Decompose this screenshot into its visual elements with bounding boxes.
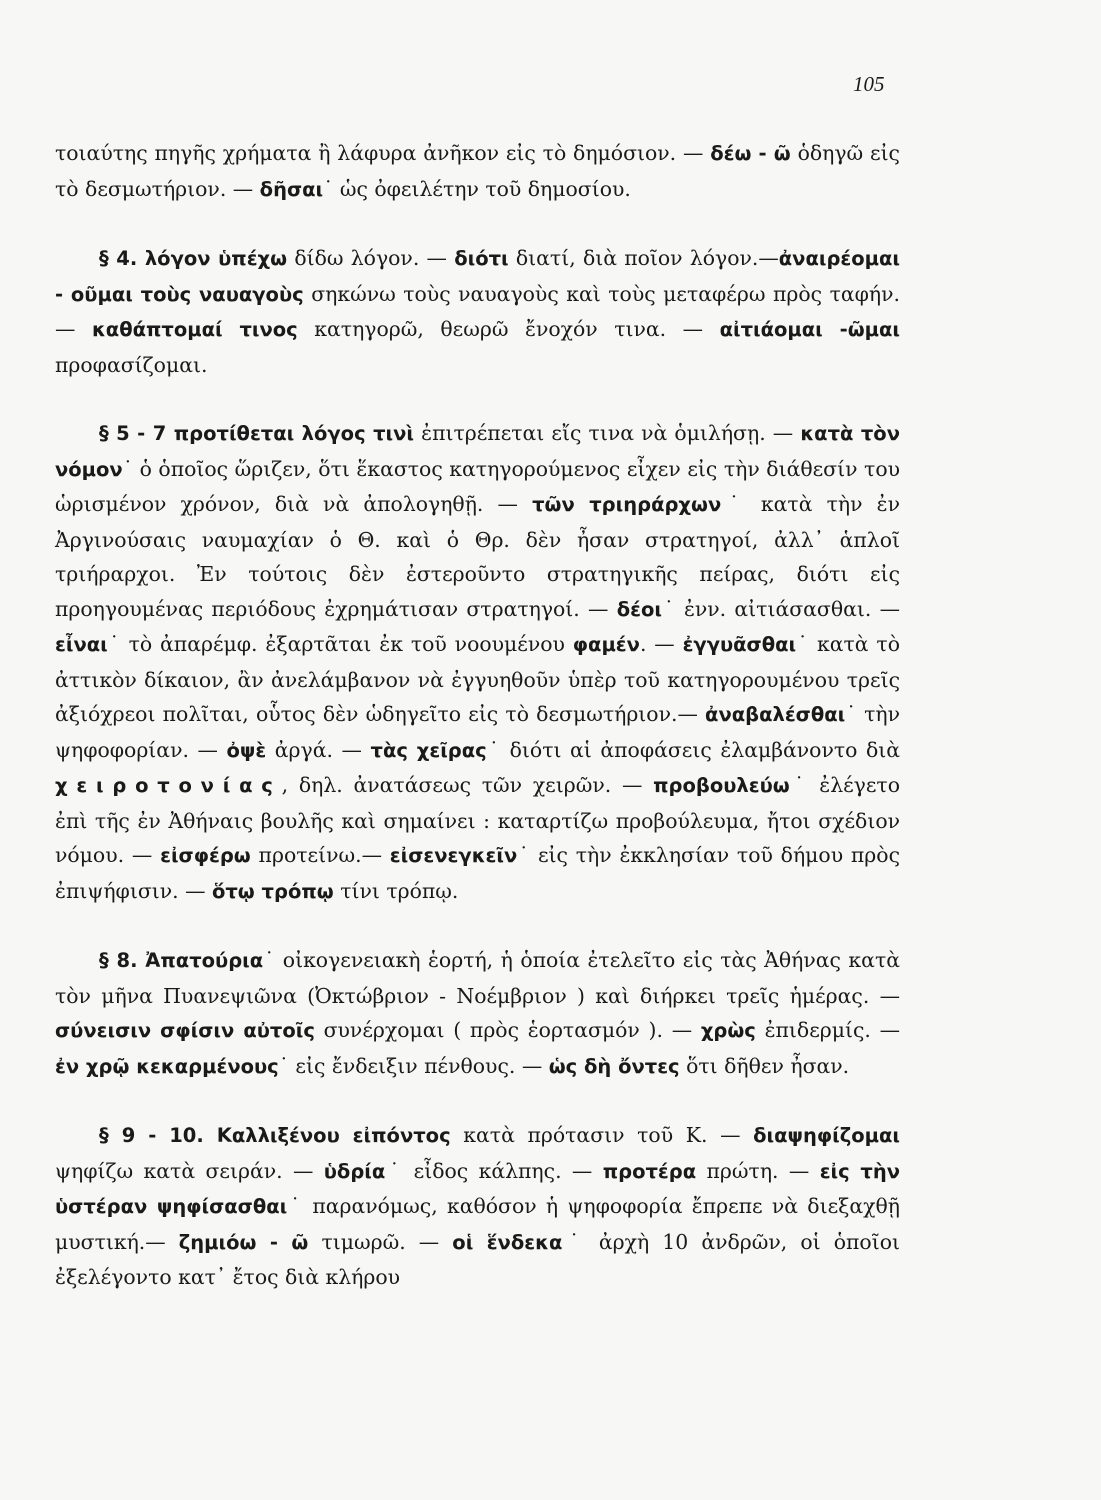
lemma-term: § 8. [99, 949, 146, 972]
paragraph [55, 943, 900, 1084]
gloss-text: ˙ τὴν ψηφοφορίαν. — [55, 702, 900, 762]
lemma-term: ἀναβαλέσθαι [705, 703, 846, 726]
gloss-text: ἐπιδερμίς. — [755, 1018, 901, 1042]
lemma-term: διότι [454, 247, 509, 270]
gloss-text: συνέρχομαι ( πρὸς ἑορτασμόν ). — [314, 1018, 701, 1042]
gloss-text: ˙ διότι αἱ ἀποφάσεις ἐλαμβάνοντο διὰ [486, 737, 901, 762]
gloss-text: κατὰ πρότασιν τοῦ Κ. — [450, 1123, 754, 1147]
lemma-term: ὡς δὴ ὄντες [548, 1054, 680, 1078]
lemma-term: φαμέν [572, 633, 640, 656]
gloss-text: ˙ παρανόμως, καθόσον ἡ ψηφοφορία ἔπρεπε νὰ διεξαχθῇ μυστική.— [55, 1194, 900, 1254]
lemma-term: § 9 - 10. [99, 1124, 217, 1147]
gloss-text: ˙ ἀρχὴ 10 ἀνδρῶν, οἱ ὁποῖοι ἐξελέγοντο κατ᾿ ἔτος διὰ κλήρου [55, 1229, 900, 1289]
lemma-term: ἐν χρῷ κεκαρμένους [55, 1054, 279, 1078]
gloss-text: ψηφίζω κατὰ σειράν. — [55, 1158, 324, 1183]
gloss-text: ˙ εἰς τὴν ἐκκλησίαν τοῦ δήμου πρὸς ἐπιψήφισιν. — [55, 843, 900, 903]
lemma-term: εἰς τὴν ὑστέραν ψηφίσασθαι [55, 1159, 900, 1218]
gloss-text: ˙ ὁ ὁποῖος ὥριζεν, ὅτι ἕκαστος κατηγορούμενος εἶχεν εἰς τὴν διάθεσίν του ὡρισμένον χρόνον, διὰ νὰ ἀπολογηθῇ. — [55, 456, 900, 516]
paragraph [55, 416, 900, 909]
lemma-term: σύνεισιν σφίσιν αὐτοῖς [55, 1019, 315, 1042]
lemma-term: λόγον ὑπέχω [144, 247, 288, 270]
lemma-term: χειροτονίας [55, 774, 282, 797]
lemma-term: δέοι [616, 597, 662, 621]
gloss-text: τιμωρῶ. — [308, 1229, 453, 1254]
gloss-text: τοιαύτης πηγῆς χρήματα ἢ λάφυρα ἀνῆκον εἰς τὸ δημόσιον. — [55, 141, 711, 165]
paragraph [55, 1118, 900, 1295]
gloss-text: ˙ οἰκογενειακὴ ἑορτή, ἡ ὁποία ἐτελεῖτο εἰς τὰς Ἀθήνας κατὰ τὸν μῆνα Πυανεψιῶνα (Ὀκτώβριον - Νοέμβριον ) καὶ διήρκει τρεῖς ἡμέρας. — [55, 948, 900, 1008]
lemma-term: δέω - ῶ [710, 142, 791, 165]
lemma-term: προβουλεύω [653, 774, 790, 797]
gloss-text: διατί, διὰ ποῖον λόγον.— [508, 246, 779, 270]
gloss-text: δίδω λόγον. — [287, 246, 455, 270]
gloss-text: σηκώνω τοὺς ναυαγοὺς καὶ τοὺς μεταφέρω πρὸς ταφήν. — [55, 281, 900, 341]
lemma-term: οἱ ἕνδεκα [452, 1230, 563, 1254]
lemma-term: § 5 - 7 [99, 422, 174, 445]
body-text [55, 136, 900, 1295]
lemma-term: προτίθεται λόγος τινὶ [173, 422, 414, 445]
page-number: 105 [853, 72, 885, 96]
lemma-term: ὑδρία [323, 1159, 386, 1183]
lemma-term: εἰσφέρω [160, 844, 251, 867]
lemma-term: διαψηφίζομαι [753, 1124, 900, 1147]
gloss-text: ˙ εἶδος κάλπης. — [385, 1158, 603, 1183]
gloss-text: ˙ ἐνν. αἰτιάσασθαι. — [661, 596, 900, 621]
paragraph-gap [55, 909, 900, 943]
lemma-term: αἰτιάομαι -ῶμαι [719, 318, 901, 341]
lemma-term: τῶν τριηράρχων [532, 493, 722, 516]
lemma-term: Ἀπατούρια [145, 949, 264, 972]
gloss-text: ἀργά. — [266, 737, 371, 762]
gloss-text: πρώτη. — [696, 1158, 820, 1183]
gloss-text: ὅτι δῆθεν ἦσαν. [679, 1053, 850, 1078]
gloss-text: ἐπιτρέπεται εἴς τινα νὰ ὁμιλήσῃ. — [414, 421, 801, 445]
lemma-term: ἀναιρέομαι - οῦμαι τοὺς ναυαγοὺς [55, 247, 900, 306]
gloss-text: ˙ ἐλέγετο ἐπὶ τῆς ἐν Ἀθήναις βουλῆς καὶ σημαίνει : καταρτίζω προβούλευμα, ἤτοι σχέδιον νόμου. — [55, 773, 900, 867]
gloss-text: ὁδηγῶ εἰς τὸ δεσμωτήριον. — [55, 141, 900, 201]
gloss-text: ˙ κατὰ τὸ ἀττικὸν δίκαιον, ἂν ἀνελάμβανον νὰ ἐγγυηθοῦν ὑπὲρ τοῦ κατηγορουμένου τρεῖς ἀξιόχρεοι πολῖται, οὗτος δὲν ὡδηγεῖτο εἰς τὸ δεσμωτήριον.— [55, 632, 900, 726]
lemma-term: ὅτῳ τρόπῳ [211, 879, 334, 903]
lemma-term: καθάπτομαί τινος [91, 318, 298, 341]
gloss-text: ˙ κατὰ τὴν ἐν Ἀργινούσαις ναυμαχίαν ὁ Θ. καὶ ὁ Θρ. δὲν ἦσαν στρατηγοί, ἀλλ᾿ ἁπλοῖ τριήραρχοι. Ἐν τούτοις δὲν ἐστεροῦντο στρατηγικῆς πείρας, διότι εἰς προηγουμένας περιόδους ἐχρημάτισαν στρατηγοί. — [55, 492, 900, 621]
lemma-term: § 4. [99, 247, 145, 270]
lemma-term: ζημιόω - ῶ [178, 1230, 309, 1254]
gloss-text: , δηλ. ἀνατάσεως τῶν χειρῶν. — [281, 773, 654, 797]
lemma-term: εἰσενεγκεῖν [389, 844, 518, 867]
paragraph-gap [55, 382, 900, 416]
lemma-term: εἶναι [55, 633, 108, 656]
paragraph [55, 136, 900, 207]
lemma-term: κατὰ τὸν νόμον [55, 422, 900, 481]
lemma-term: τὰς χεῖρας [370, 738, 487, 762]
lemma-term: Καλλιξένου εἰπόντος [216, 1124, 451, 1147]
lemma-term: ἐγγυᾶσθαι [682, 633, 797, 656]
gloss-text: ˙ εἰς ἔνδειξιν πένθους. — [278, 1053, 549, 1078]
gloss-text: κατηγορῶ, θεωρῶ ἔνοχόν τινα. — [297, 317, 720, 341]
lemma-term: χρὼς [700, 1019, 756, 1042]
lemma-term: προτέρα [602, 1159, 697, 1183]
lemma-term: δῆσαι [259, 177, 324, 201]
gloss-text: . — [639, 632, 683, 656]
gloss-text: ˙ τὸ ἀπαρέμφ. ἐξαρτᾶται ἐκ τοῦ νοουμένου [107, 632, 573, 656]
paragraph-gap [55, 1084, 900, 1118]
gloss-text: ˙ ὡς ὀφειλέτην τοῦ δημοσίου. [323, 176, 631, 201]
paragraph [55, 241, 900, 382]
gloss-text: προφασίζομαι. [55, 352, 208, 377]
paragraph-gap [55, 207, 900, 241]
gloss-text: προτείνω.— [250, 843, 390, 867]
lemma-term: ὀψὲ [226, 738, 267, 762]
gloss-text: τίνι τρόπῳ. [333, 878, 459, 903]
